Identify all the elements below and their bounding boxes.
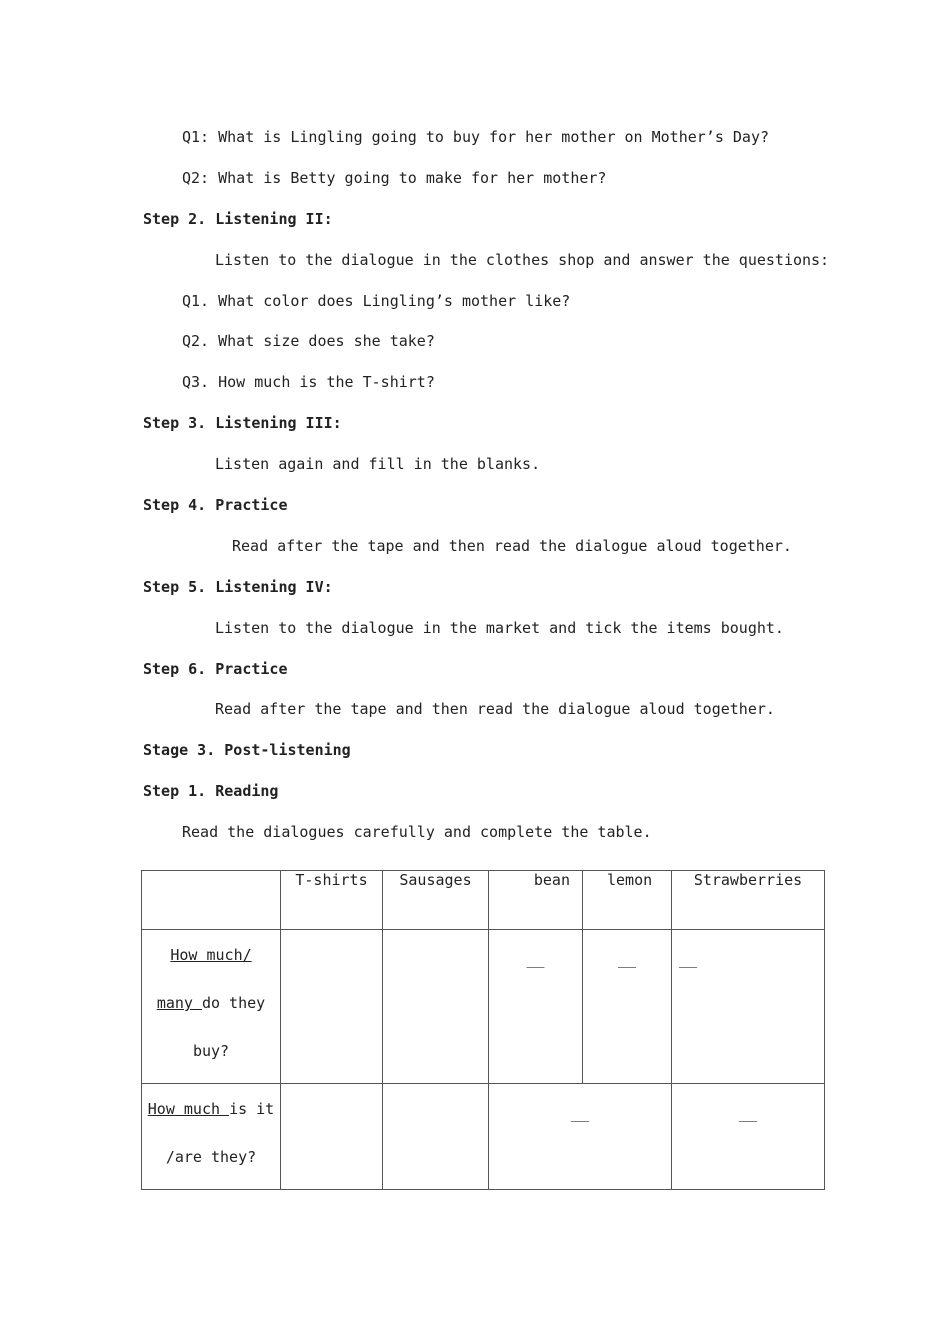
input-cell-sausages-qty[interactable] — [383, 930, 489, 1084]
blank-mark: __ — [738, 1104, 758, 1122]
step-4-heading: Step 4. Practice — [143, 496, 288, 514]
step-1-instruction: Read the dialogues carefully and complete the table. — [182, 823, 652, 841]
step-5-heading: Step 5. Listening IV: — [143, 578, 333, 596]
step-2-instruction: Listen to the dialogue in the clothes shop and answer the questions: — [215, 251, 830, 269]
step-2-question-3: Q3. How much is the T-shirt? — [182, 373, 435, 391]
input-cell-lemon-qty[interactable] — [583, 930, 672, 1084]
blank-mark: __ — [570, 1104, 590, 1122]
input-cell-tshirts-qty[interactable] — [281, 930, 383, 1084]
reading-table — [141, 870, 825, 1190]
table-row-how-many — [142, 930, 825, 1084]
step-1-heading: Step 1. Reading — [143, 782, 279, 800]
row-label-line-2: /are they? — [165, 1148, 257, 1166]
question-q1: Q1: What is Lingling going to buy for her mother on Mother’s Day? — [182, 128, 769, 146]
table-row-how-much — [142, 1084, 825, 1190]
step-2-question-2: Q2. What size does she take? — [182, 332, 435, 350]
header-strawberries: Strawberries — [672, 871, 825, 930]
header-empty-cell — [142, 871, 281, 930]
blank-mark: __ — [526, 950, 545, 968]
row-label-line-1: How much/ — [170, 946, 252, 964]
input-cell-tshirts-price[interactable] — [281, 1084, 383, 1190]
row-label-line-3: buy? — [192, 1042, 230, 1060]
blank-mark: __ — [679, 950, 698, 968]
step-3-heading: Step 3. Listening III: — [143, 414, 342, 432]
row-label-line-2: do they — [201, 994, 266, 1012]
stage-3-heading: Stage 3. Post-listening — [143, 741, 351, 759]
header-lemon: lemon — [583, 871, 672, 930]
step-6-heading: Step 6. Practice — [143, 660, 288, 678]
question-q2: Q2: What is Betty going to make for her mother? — [182, 169, 607, 187]
table-header-row — [142, 871, 825, 930]
step-2-question-1: Q1. What color does Lingling’s mother like? — [182, 292, 571, 310]
input-cell-strawberries-price[interactable] — [672, 1084, 825, 1190]
step-5-instruction: Listen to the dialogue in the market and tick the items bought. — [215, 619, 784, 637]
row-label-line-1: is it — [229, 1100, 275, 1118]
step-2-heading: Step 2. Listening II: — [143, 210, 333, 228]
header-sausages: Sausages — [383, 871, 489, 930]
input-cell-bean-lemon-price[interactable] — [489, 1084, 672, 1190]
row-label-how-much-price — [142, 1084, 281, 1190]
row-label-how-much-many — [142, 930, 281, 1084]
input-cell-bean-qty[interactable] — [489, 930, 583, 1084]
input-cell-strawberries-qty[interactable] — [672, 930, 825, 1084]
step-3-instruction: Listen again and fill in the blanks. — [215, 455, 541, 473]
header-bean: bean — [489, 871, 583, 930]
step-4-instruction: Read after the tape and then read the dialogue aloud together. — [232, 537, 792, 555]
row-label-line-1-underlined: How much — [147, 1100, 230, 1118]
row-label-line-2-underlined: many — [156, 994, 202, 1012]
step-6-instruction: Read after the tape and then read the dialogue aloud together. — [215, 700, 775, 718]
input-cell-sausages-price[interactable] — [383, 1084, 489, 1190]
blank-mark: __ — [617, 950, 637, 968]
header-t-shirts: T-shirts — [281, 871, 383, 930]
